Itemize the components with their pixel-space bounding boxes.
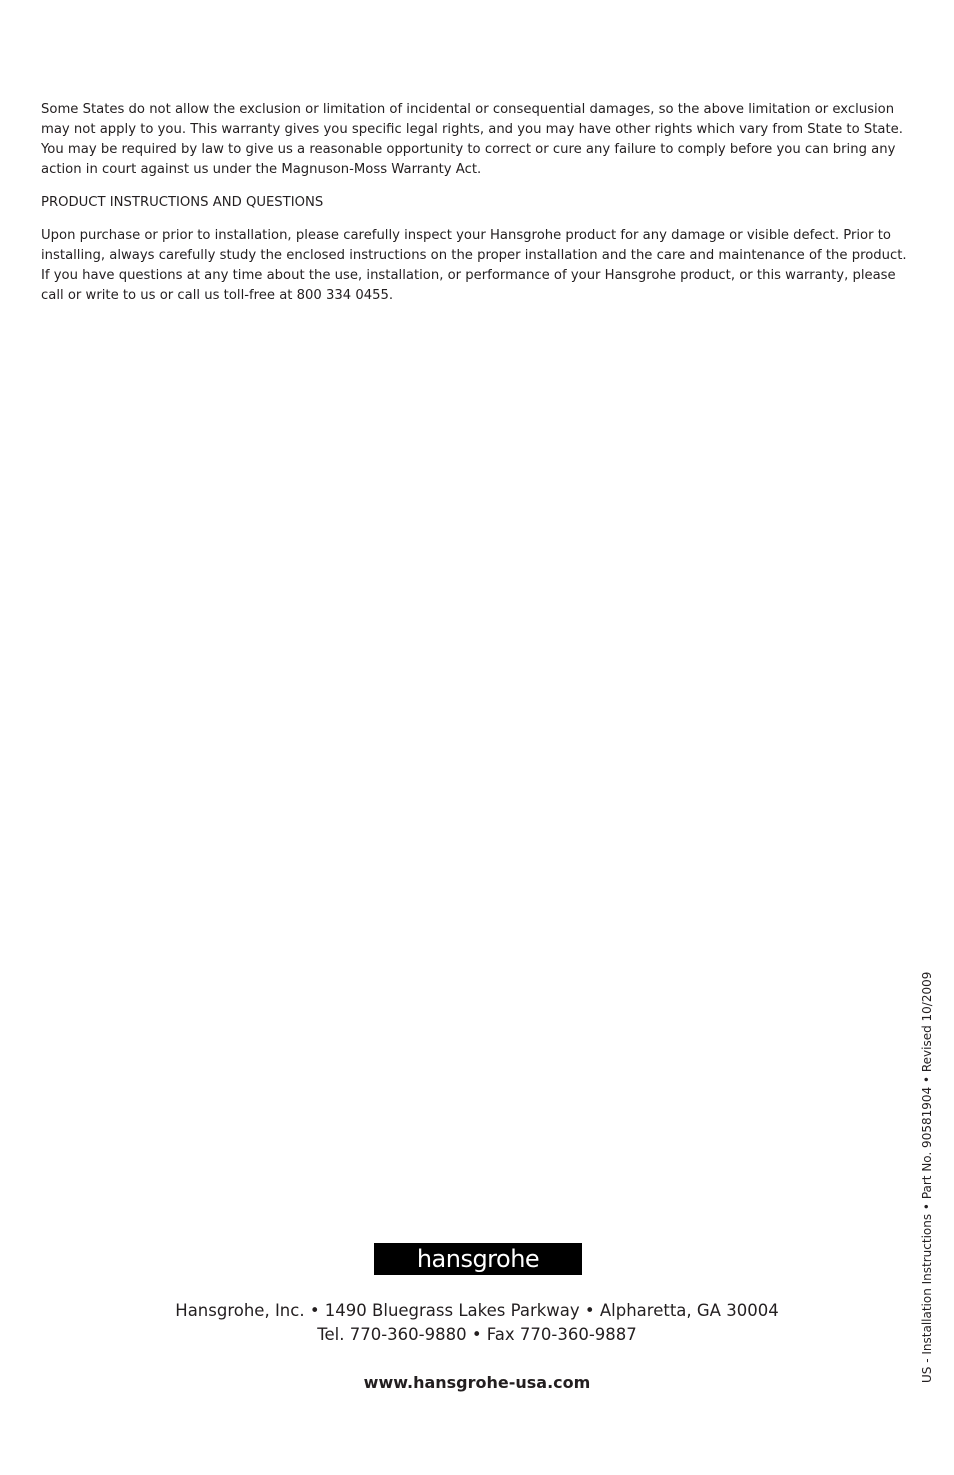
logo-wordmark: hansgrohe — [416, 1245, 540, 1273]
hansgrohe-logo — [374, 1243, 582, 1275]
address-line: Hansgrohe, Inc. • 1490 Bluegrass Lakes Parkway • Alpharetta, GA 30004 — [175, 1301, 779, 1320]
company-address — [0, 1299, 954, 1347]
part-number-note: US - Installation Instructions • Part No. 90581904 • Revised 10/2009 — [920, 971, 934, 1383]
phone-fax-line: Tel. 770-360-9880 • Fax 770-360-9887 — [317, 1325, 637, 1344]
section-heading: PRODUCT INSTRUCTIONS AND QUESTIONS — [41, 195, 324, 210]
website-link[interactable]: www.hansgrohe-usa.com — [363, 1373, 591, 1392]
warranty-paragraph-instructions: Upon purchase or prior to installation, please carefully inspect your Hansgrohe product for any damage or visible defect. Prior to installing, always carefully study the enclosed instructions on the proper installation and the care and maintenance of the product. If you have questions at any time about the use, installation, or performance of your Hansgrohe product, or this warranty, please call or write to us or call us toll-free at 800 334 0455. — [41, 228, 907, 303]
warranty-text-block — [41, 100, 915, 319]
warranty-paragraph-damages: Some States do not allow the exclusion or limitation of incidental or consequential damages, so the above limitation or exclusion may not apply to you. This warranty gives you specific legal rights, and you may have other rights which vary from State to State. You may be required by law to give us a reasonable opportunity to correct or cure any failure to comply before you can bring any action in court against us under the Magnuson-Moss Warranty Act. — [41, 102, 903, 177]
